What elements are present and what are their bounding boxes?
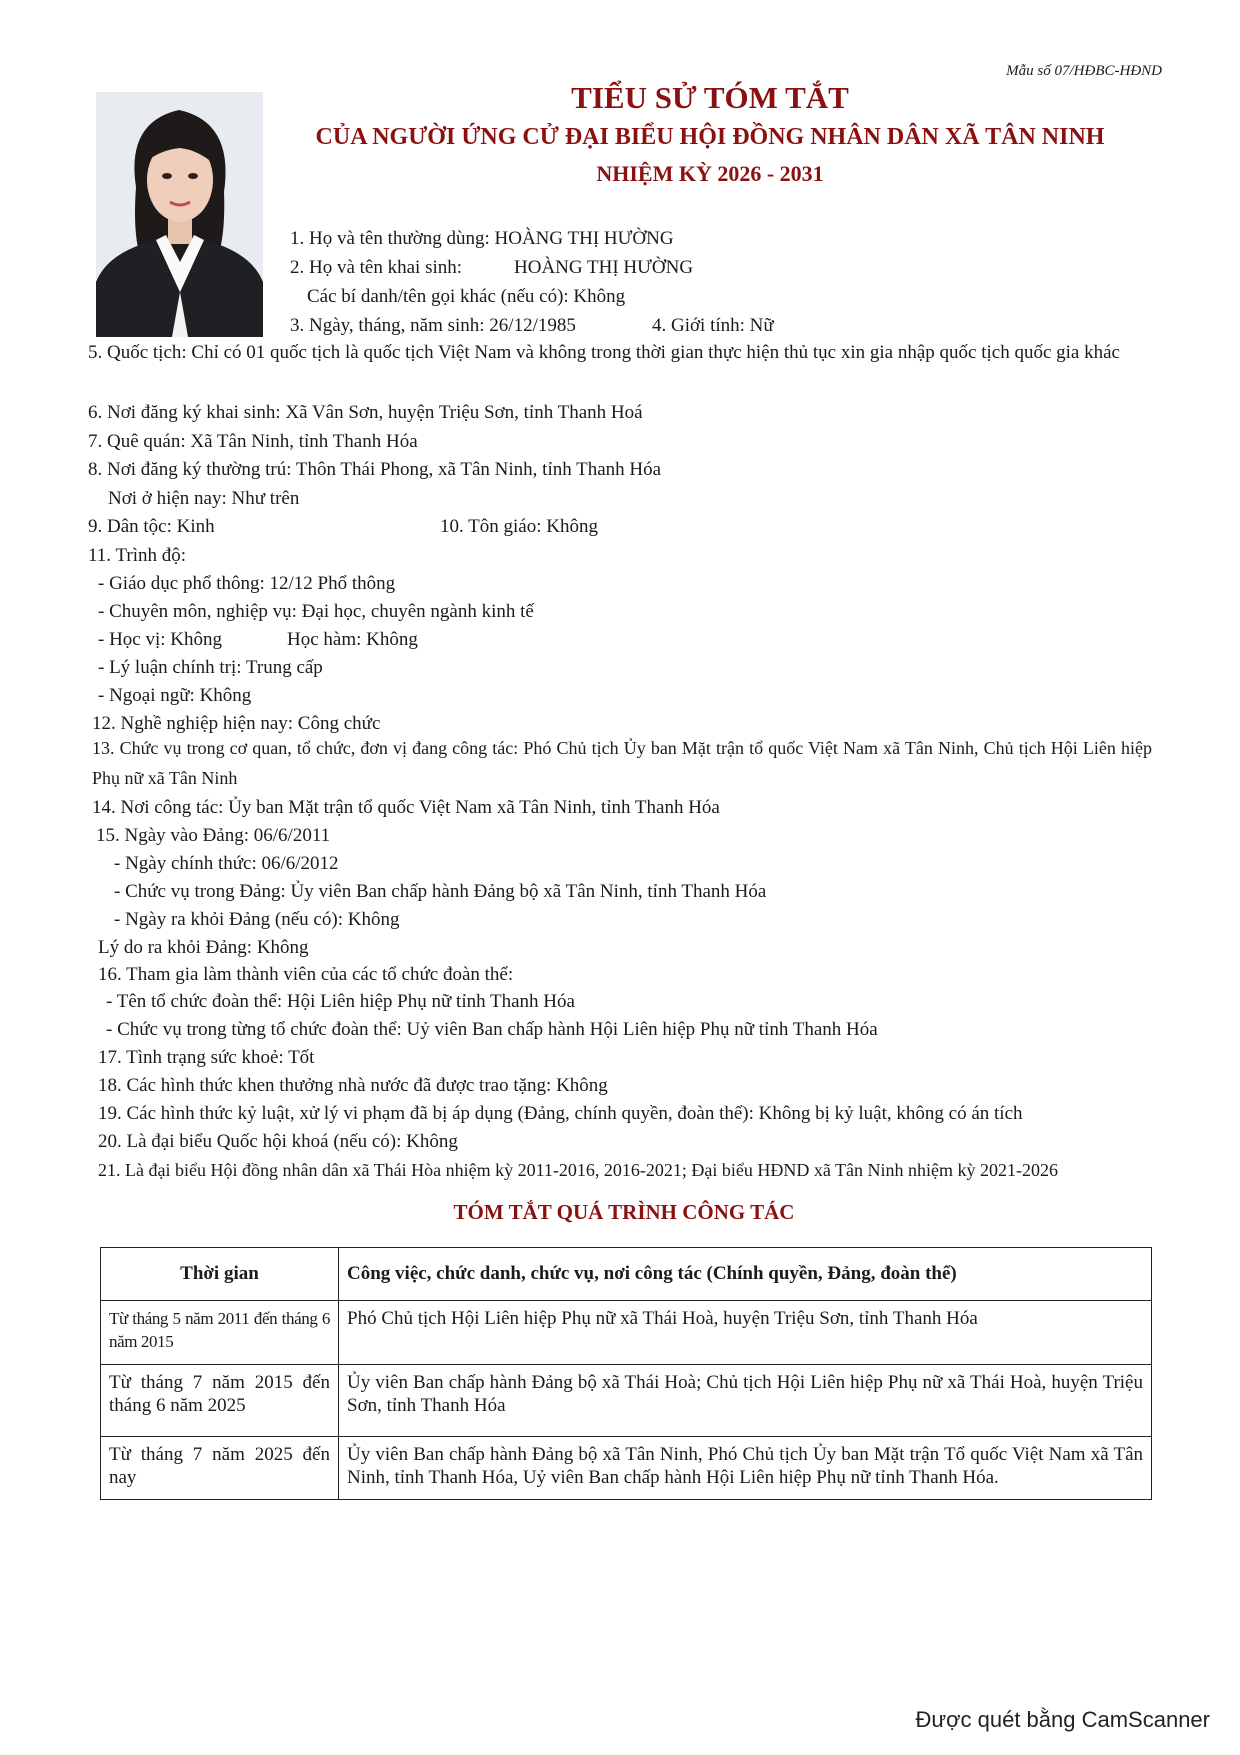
field-awards: 18. Các hình thức khen thưởng nhà nước đã được trao tặng: Không [98,1075,608,1096]
field-general-education: - Giáo dục phổ thông: 12/12 Phổ thông [98,573,396,594]
table-row [101,1365,1152,1437]
table-header-time: Thời gian [101,1248,339,1301]
field-common-name: 1. Họ và tên thường dùng: HOÀNG THỊ HƯỜNG [290,228,674,249]
field-religion: 10. Tôn giáo: Không [440,516,598,537]
field-birth-name-value: HOÀNG THỊ HƯỜNG [514,257,694,278]
candidate-photo [96,92,263,337]
field-health: 17. Tình trạng sức khoẻ: Tốt [98,1047,315,1068]
field-workplace: 14. Nơi công tác: Ủy ban Mặt trận tổ quốc Việt Nam xã Tân Ninh, tỉnh Thanh Hóa [92,797,720,818]
field-occupation: 12. Nghề nghiệp hiện nay: Công chức [92,713,381,734]
field-party-leave-reason: Lý do ra khỏi Đảng: Không [98,937,309,958]
field-current-residence: Nơi ở hiện nay: Như trên [108,488,300,509]
field-organization-name: - Tên tổ chức đoàn thể: Hội Liên hiệp Phụ nữ tỉnh Thanh Hóa [106,991,575,1012]
field-discipline: 19. Các hình thức kỷ luật, xử lý vi phạm đã bị áp dụng (Đảng, chính quyền, đoàn thể): Không bị kỷ luật, không có án tích [98,1103,1023,1124]
field-birth-name-label: 2. Họ và tên khai sinh: [290,257,463,278]
document-header [290,78,1130,192]
field-education-heading: 11. Trình độ: [88,545,187,566]
field-academic-title: Học hàm: Không [287,629,418,650]
field-national-assembly: 20. Là đại biểu Quốc hội khoá (nếu có): Không [98,1131,458,1152]
field-party-join-date: 15. Ngày vào Đảng: 06/6/2011 [96,825,331,846]
field-profession: - Chuyên môn, nghiệp vụ: Đại học, chuyên ngành kinh tế [98,601,534,622]
table-header-work: Công việc, chức danh, chức vụ, nơi công tác (Chính quyền, Đảng, đoàn thể) [339,1248,1152,1301]
field-council-history: 21. Là đại biểu Hội đồng nhân dân xã Thái Hòa nhiệm kỳ 2011-2016, 2016-2021; Đại biểu HĐND xã Tân Ninh nhiệm kỳ 2021-2026 [98,1160,1059,1180]
field-gender: 4. Giới tính: Nữ [652,315,774,336]
table-row [101,1437,1152,1500]
field-foreign-language: - Ngoại ngữ: Không [98,685,252,706]
field-birth-registration: 6. Nơi đăng ký khai sinh: Xã Vân Sơn, huyện Triệu Sơn, tỉnh Thanh Hoá [88,402,643,423]
field-ethnicity: 9. Dân tộc: Kinh [88,516,215,537]
table-header-row [101,1248,1152,1301]
table-cell-time: Từ tháng 7 năm 2015 đến tháng 6 năm 2025 [101,1365,339,1437]
field-organization-position: - Chức vụ trong từng tổ chức đoàn thể: Uỷ viên Ban chấp hành Hội Liên hiệp Phụ nữ tỉnh Thanh Hóa [106,1019,878,1040]
field-organizations-heading: 16. Tham gia làm thành viên của các tổ chức đoàn thể: [98,964,514,985]
scanner-watermark: Được quét bằng CamScanner [915,1707,1210,1732]
field-hometown: 7. Quê quán: Xã Tân Ninh, tỉnh Thanh Hóa [88,431,418,452]
work-history-title: TÓM TẮT QUÁ TRÌNH CÔNG TÁC [453,1200,795,1224]
field-permanent-residence: 8. Nơi đăng ký thường trú: Thôn Thái Phong, xã Tân Ninh, tỉnh Thanh Hóa [88,459,662,480]
document-title: TIỂU SỬ TÓM TẮT [571,80,849,115]
portrait-illustration [96,92,263,337]
form-code: Mẫu số 07/HĐBC-HĐND [1006,63,1162,79]
field-political-theory: - Lý luận chính trị: Trung cấp [98,657,323,678]
table-row [101,1301,1152,1365]
field-party-leave-date: - Ngày ra khỏi Đảng (nếu có): Không [114,909,400,930]
table-cell-time: Từ tháng 7 năm 2025 đến nay [101,1437,339,1500]
field-nationality: 5. Quốc tịch: Chỉ có 01 quốc tịch là quốc tịch Việt Nam và không trong thời gian thực hiện thủ tục xin gia nhập quốc tịch quốc gia khác [88,342,1120,363]
table-cell-work: Phó Chủ tịch Hội Liên hiệp Phụ nữ xã Thái Hoà, huyện Triệu Sơn, tỉnh Thanh Hóa [339,1301,1152,1365]
field-party-official-date: - Ngày chính thức: 06/6/2012 [114,853,339,874]
table-cell-work: Ủy viên Ban chấp hành Đảng bộ xã Tân Ninh, Phó Chủ tịch Ủy ban Mặt trận Tổ quốc Việt Nam xã Tân Ninh, tỉnh Thanh Hóa, Uỷ viên Ban chấp hành Hội Liên hiệp Phụ nữ tỉnh Thanh Hóa. [339,1437,1152,1500]
field-party-position: - Chức vụ trong Đảng: Ủy viên Ban chấp hành Đảng bộ xã Tân Ninh, tỉnh Thanh Hóa [114,881,767,902]
document-subtitle: CỦA NGƯỜI ỨNG CỬ ĐẠI BIỂU HỘI ĐỒNG NHÂN DÂN XÃ TÂN NINH [315,124,1105,150]
document-term: NHIỆM KỲ 2026 - 2031 [596,161,824,186]
field-alias: Các bí danh/tên gọi khác (nếu có): Không [307,286,626,307]
table-cell-work: Ủy viên Ban chấp hành Đảng bộ xã Thái Hoà; Chủ tịch Hội Liên hiệp Phụ nữ xã Thái Hoà, huyện Triệu Sơn, tỉnh Thanh Hóa [339,1365,1152,1437]
field-date-of-birth: 3. Ngày, tháng, năm sinh: 26/12/1985 [290,315,576,336]
table-cell-time: Từ tháng 5 năm 2011 đến tháng 6 năm 2015 [101,1301,339,1365]
field-position: 13. Chức vụ trong cơ quan, tổ chức, đơn vị đang công tác: Phó Chủ tịch Ủy ban Mặt trận tổ quốc Việt Nam xã Tân Ninh, Chủ tịch Hội Liên hiệp Phụ nữ xã Tân Ninh [92,738,1152,788]
work-history-table [100,1247,1152,1500]
field-degree: - Học vị: Không [98,629,223,650]
